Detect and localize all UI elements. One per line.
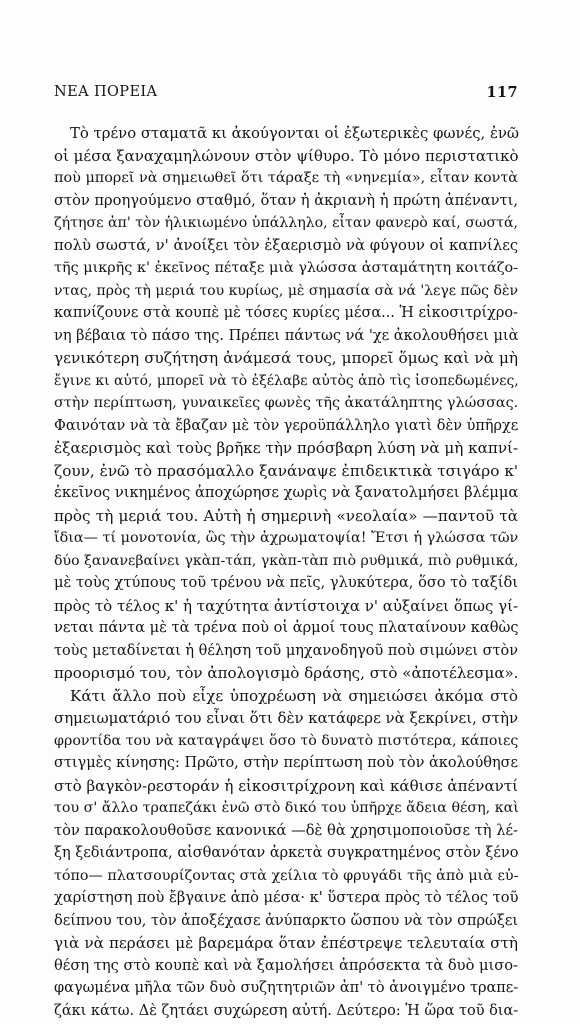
running-head xyxy=(54,84,518,104)
text-line: στὸ βαγκὸν-ρεστοράν ἡ εἰκοσιτρίχρονη καὶ κάθισε ἀπέναντί xyxy=(54,776,519,795)
text-line: δύο ξανανεβαίνει γκὰπ-τάπ, γκὰπ-τὰπ πιὸ ρυθμικά, πιὸ ρυθμικά, xyxy=(54,552,519,569)
text-line: ντας, πρὸς τὴ μεριά του κυρίως, μὲ σημασία σὰ νά 'λεγε πῶς δὲν xyxy=(54,282,518,299)
text-line: γενικότερη συζήτηση ἀνάμεσά τους, μπορεῖ ὅμως καὶ νὰ μὴ xyxy=(54,349,518,367)
body-text xyxy=(54,122,518,1022)
text-line: προορισμό του, τὸν ἀπολογισμὸ δράσης, στὸ «ἀποτέλεσμα». xyxy=(54,664,519,682)
text-line: τῆς μικρῆς κ' ἐκεῖνος πέταξε μιὰ γλώσσα ἀσταμάτητη κοιτάζο- xyxy=(54,260,518,276)
text-line: ζουν, ἐνῶ τὸ πρασόμαλλο ξανάναψε ἐπιδεικτικὰ τσιγάρο κ' xyxy=(54,461,518,480)
text-line: στὴν περίπτωση, γυναικεῖες φωνὲς τῆς ἀκατάληπτης γλώσσας. xyxy=(54,395,519,411)
text-line: Τὸ τρένο σταματᾶ κι ἀκούγονται οἱ ἐξωτερικὲς φωνές, ἐνῶ xyxy=(70,124,520,142)
text-line: πρὸς τὴ μεριά του. Αὐτὴ ἡ σημερινὴ «νεολαία» —παντοῦ τὰ xyxy=(54,506,518,525)
text-line: δείπνου του, τὸν ἀποξέχασε ἀνύπαρκτο ὥσπου νὰ τὸν σπρώξει xyxy=(54,912,518,929)
text-line: σημειωματάριό του εἶναι ὅτι δὲν κατάφερε νὰ ξεκρίνει, στὴν xyxy=(54,709,519,727)
text-line: ποὺ μπορεῖ νὰ σημειωθεῖ ὅτι τάραξε τὴ «νηνεμία», εἶταν κοντὰ xyxy=(54,170,518,186)
page-number: 117 xyxy=(486,84,518,101)
text-line: ζάκι κάτω. Δὲ ζητάει συχώρεση αὐτή. Δεύτερο: Ἡ ὥρα τοῦ δια- xyxy=(54,1002,519,1019)
text-line: στὸν προηγούμενο σταθμό, ὅταν ἡ ἀκριανὴ ἡ πρώτη ἀπέναντι, xyxy=(54,191,518,209)
book-title: ΝΕΑ ΠΟΡΕΙΑ xyxy=(54,84,158,100)
text-line: οἱ μέσα ξαναχαμηλώνουν στὸν ψίθυρο. Τὸ μόνο περιστατικὸ xyxy=(54,146,519,165)
text-line: φαγωμένα μῆλα τῶν δυὸ συζητητριῶν ἀπ' τὸ ἀνοιγμένο τραπε- xyxy=(54,980,519,996)
text-line: πολὺ σωστά, ν' ἀνοίξει τὸν ἐξαερισμὸ νὰ φύγουν οἱ καπνίλες xyxy=(54,236,519,254)
text-line: ἐξαερισμὸς καὶ τοὺς βρῆκε τὴν πρόσβαρη λύση νὰ μὴ καπνί- xyxy=(54,439,519,457)
text-line: νη βέβαια τὸ πάσο της. Πρέπει πάντως νά 'χε ἀκολουθήσει μιὰ xyxy=(54,327,519,344)
text-line: φροντίδα του νὰ καταγράψει ὅσο τὸ δυνατὸ πιστότερα, κάποιες xyxy=(54,732,519,749)
text-line: ζήτησε ἀπ' τὸν ἡλικιωμένο ὑπάλληλο, εἶταν φανερὸ καί, σωστά, xyxy=(54,215,519,231)
text-line: χαρίστηση ποὺ ἔβγαινε ἀπὸ μέσα· κ' ὕστερα πρὸς τὸ τέλος τοῦ xyxy=(54,889,519,906)
text-line: πρὸς τὸ τέλος κ' ἡ ταχύτητα ἀντίστοιχα ν' αὐξαίνει ὅπως γί- xyxy=(54,596,519,615)
text-line: ἴδια— τί μονοτονία, ὣς τὴν ἀχρωματοψία! Ἔτσι ἡ γλώσσα τῶν xyxy=(54,530,519,546)
text-line: στιγμὲς κίνησης: Πρῶτο, στὴν περίπτωση ποὺ τὸν ἀκολούθησε xyxy=(54,755,518,771)
text-line: καπνίζουνε στὰ κουπὲ μὲ τόσες κυρίες μέσα... Ἡ εἰκοσιτρίχρο- xyxy=(54,305,518,321)
text-line: γιὰ νὰ περάσει μὲ βαρεμάρα ὅταν ἐπέστρεψε τελευταία στὴ xyxy=(54,934,518,952)
text-line: Κάτι ἄλλο ποὺ εἶχε ὑποχρέωση νὰ σημειώσει ἀκόμα στὸ xyxy=(70,686,518,705)
text-line: τὸν παρακολουθοῦσε κανονικά —δὲ θὰ χρησιμοποιοῦσε τὴ λέ- xyxy=(54,821,518,839)
text-line: μὲ τοὺς χτύπους τοῦ τρένου νὰ πεῖς, γλυκύτερα, ὅσο τὸ ταξίδι xyxy=(54,574,518,591)
text-line: θέση της στὸ κουπὲ καὶ νὰ ξαμολήσει ἀπρόσεκτα τὰ δυὸ μισο- xyxy=(54,956,518,974)
text-line: Φαινόταν νὰ τὰ ἔβαζαν μὲ τὸν γεροϋπάλληλο γιατὶ δὲν ὑπῆρχε xyxy=(54,417,519,434)
text-line: ξη ξεδιάντροπα, αἰσθανόταν ἀρκετὰ συγκρατημένος στὸν ξένο xyxy=(54,845,519,861)
text-line: τόπο— πλατσουρίζοντας στὰ χείλια τὸ φρυγάδι τῆς ἀπὸ μιὰ εὐ- xyxy=(54,867,519,884)
text-line: ἔγινε κι αὐτό, μπορεῖ νὰ τὸ ἐξέλαβε αὐτὸς ἀπὸ τὶς ἰσοπεδωμένες, xyxy=(54,372,519,389)
text-line: του σ' ἄλλο τραπεζάκι ἐνῶ στὸ δικό του ὑπῆρχε ἄδεια θέση, καὶ xyxy=(54,800,519,816)
text-line: νεται πάντα μὲ τὰ τρένα ποὺ οἱ ἁρμοί τους πλαταίνουν καθὼς xyxy=(54,619,519,636)
text-line: ἐκεῖνος νικημένος ἀποχώρησε χωρὶς νὰ ξανατολμήσει βλέμμα xyxy=(54,484,519,501)
text-line: τοὺς μεταδίνεται ἡ θέληση τοῦ μηχανοδηγοῦ ποὺ σιμώνει στὸν xyxy=(54,642,518,659)
